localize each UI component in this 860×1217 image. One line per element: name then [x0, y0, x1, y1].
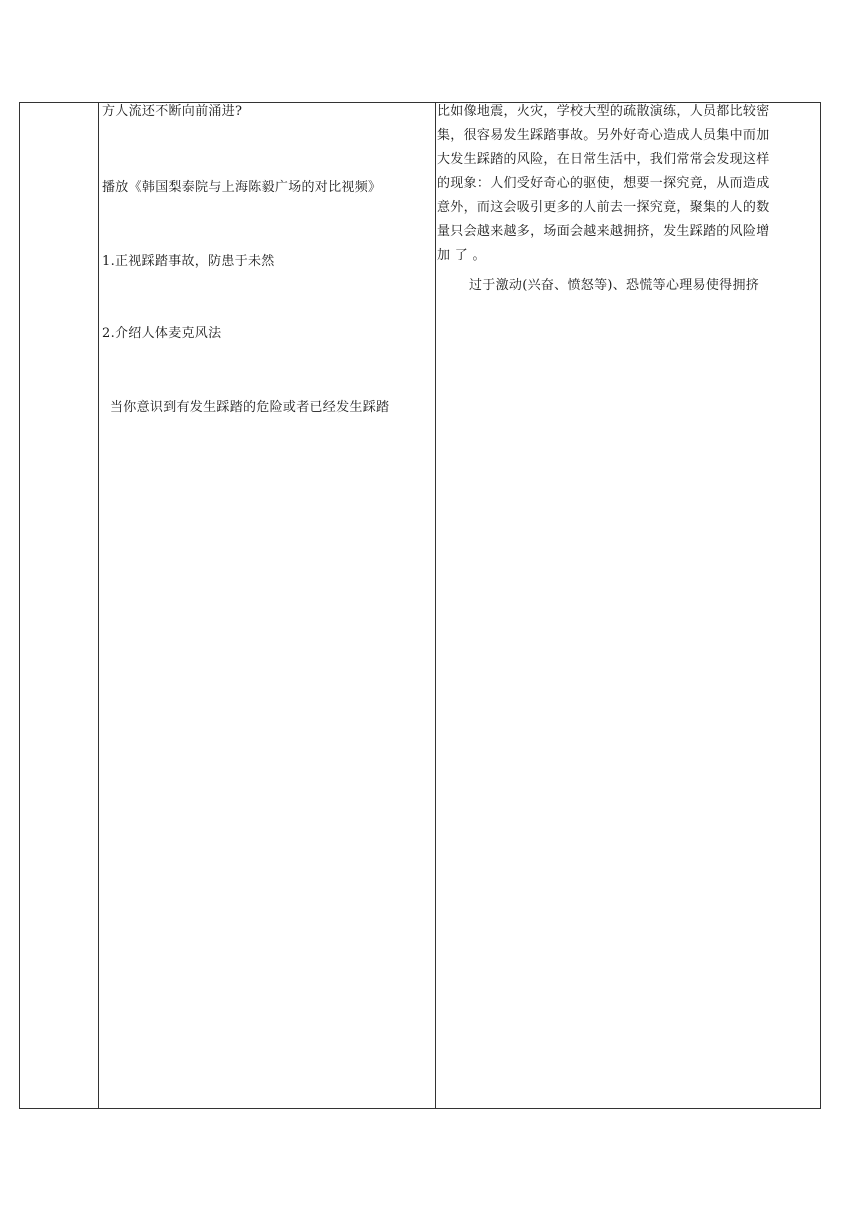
activity-cell	[99, 103, 436, 1109]
activity-line: 2.介绍人体麦克风法	[102, 326, 222, 341]
explanation-line: 大发生踩踏的风险，在日常生活中，我们常常会发现这样	[437, 152, 770, 167]
explanation-line: 意外，而这会吸引更多的人前去一探究竟，聚集的人的数	[437, 200, 770, 215]
explanation-line: 比如像地震，火灾，学校大型的疏散演练，人员都比较密	[437, 104, 770, 119]
activity-line: 1.正视踩踏事故，防患于未然	[102, 254, 275, 269]
explanation-line: 加 了 。	[437, 248, 486, 263]
explanation-cell	[436, 103, 821, 1109]
table-row	[20, 103, 821, 1109]
activity-line: 当你意识到有发生踩踏的危险或者已经发生踩踏	[110, 400, 390, 415]
explanation-line: 量只会越来越多，场面会越来越拥挤，发生踩踏的风险增	[437, 224, 770, 239]
lesson-plan-table	[19, 102, 821, 1109]
activity-line: 方人流还不断向前涌进?	[102, 104, 243, 119]
explanation-line: 的现象：人们受好奇心的驱使，想要一探究竟，从而造成	[437, 176, 770, 191]
activity-line: 播放《韩国梨泰院与上海陈毅广场的对比视频》	[102, 180, 382, 195]
left-empty-cell	[20, 103, 99, 1109]
explanation-line: 过于激动(兴奋、愤怒等)、恐慌等心理易使得拥挤	[469, 278, 760, 293]
explanation-line: 集，很容易发生踩踏事故。另外好奇心造成人员集中而加	[437, 128, 770, 143]
